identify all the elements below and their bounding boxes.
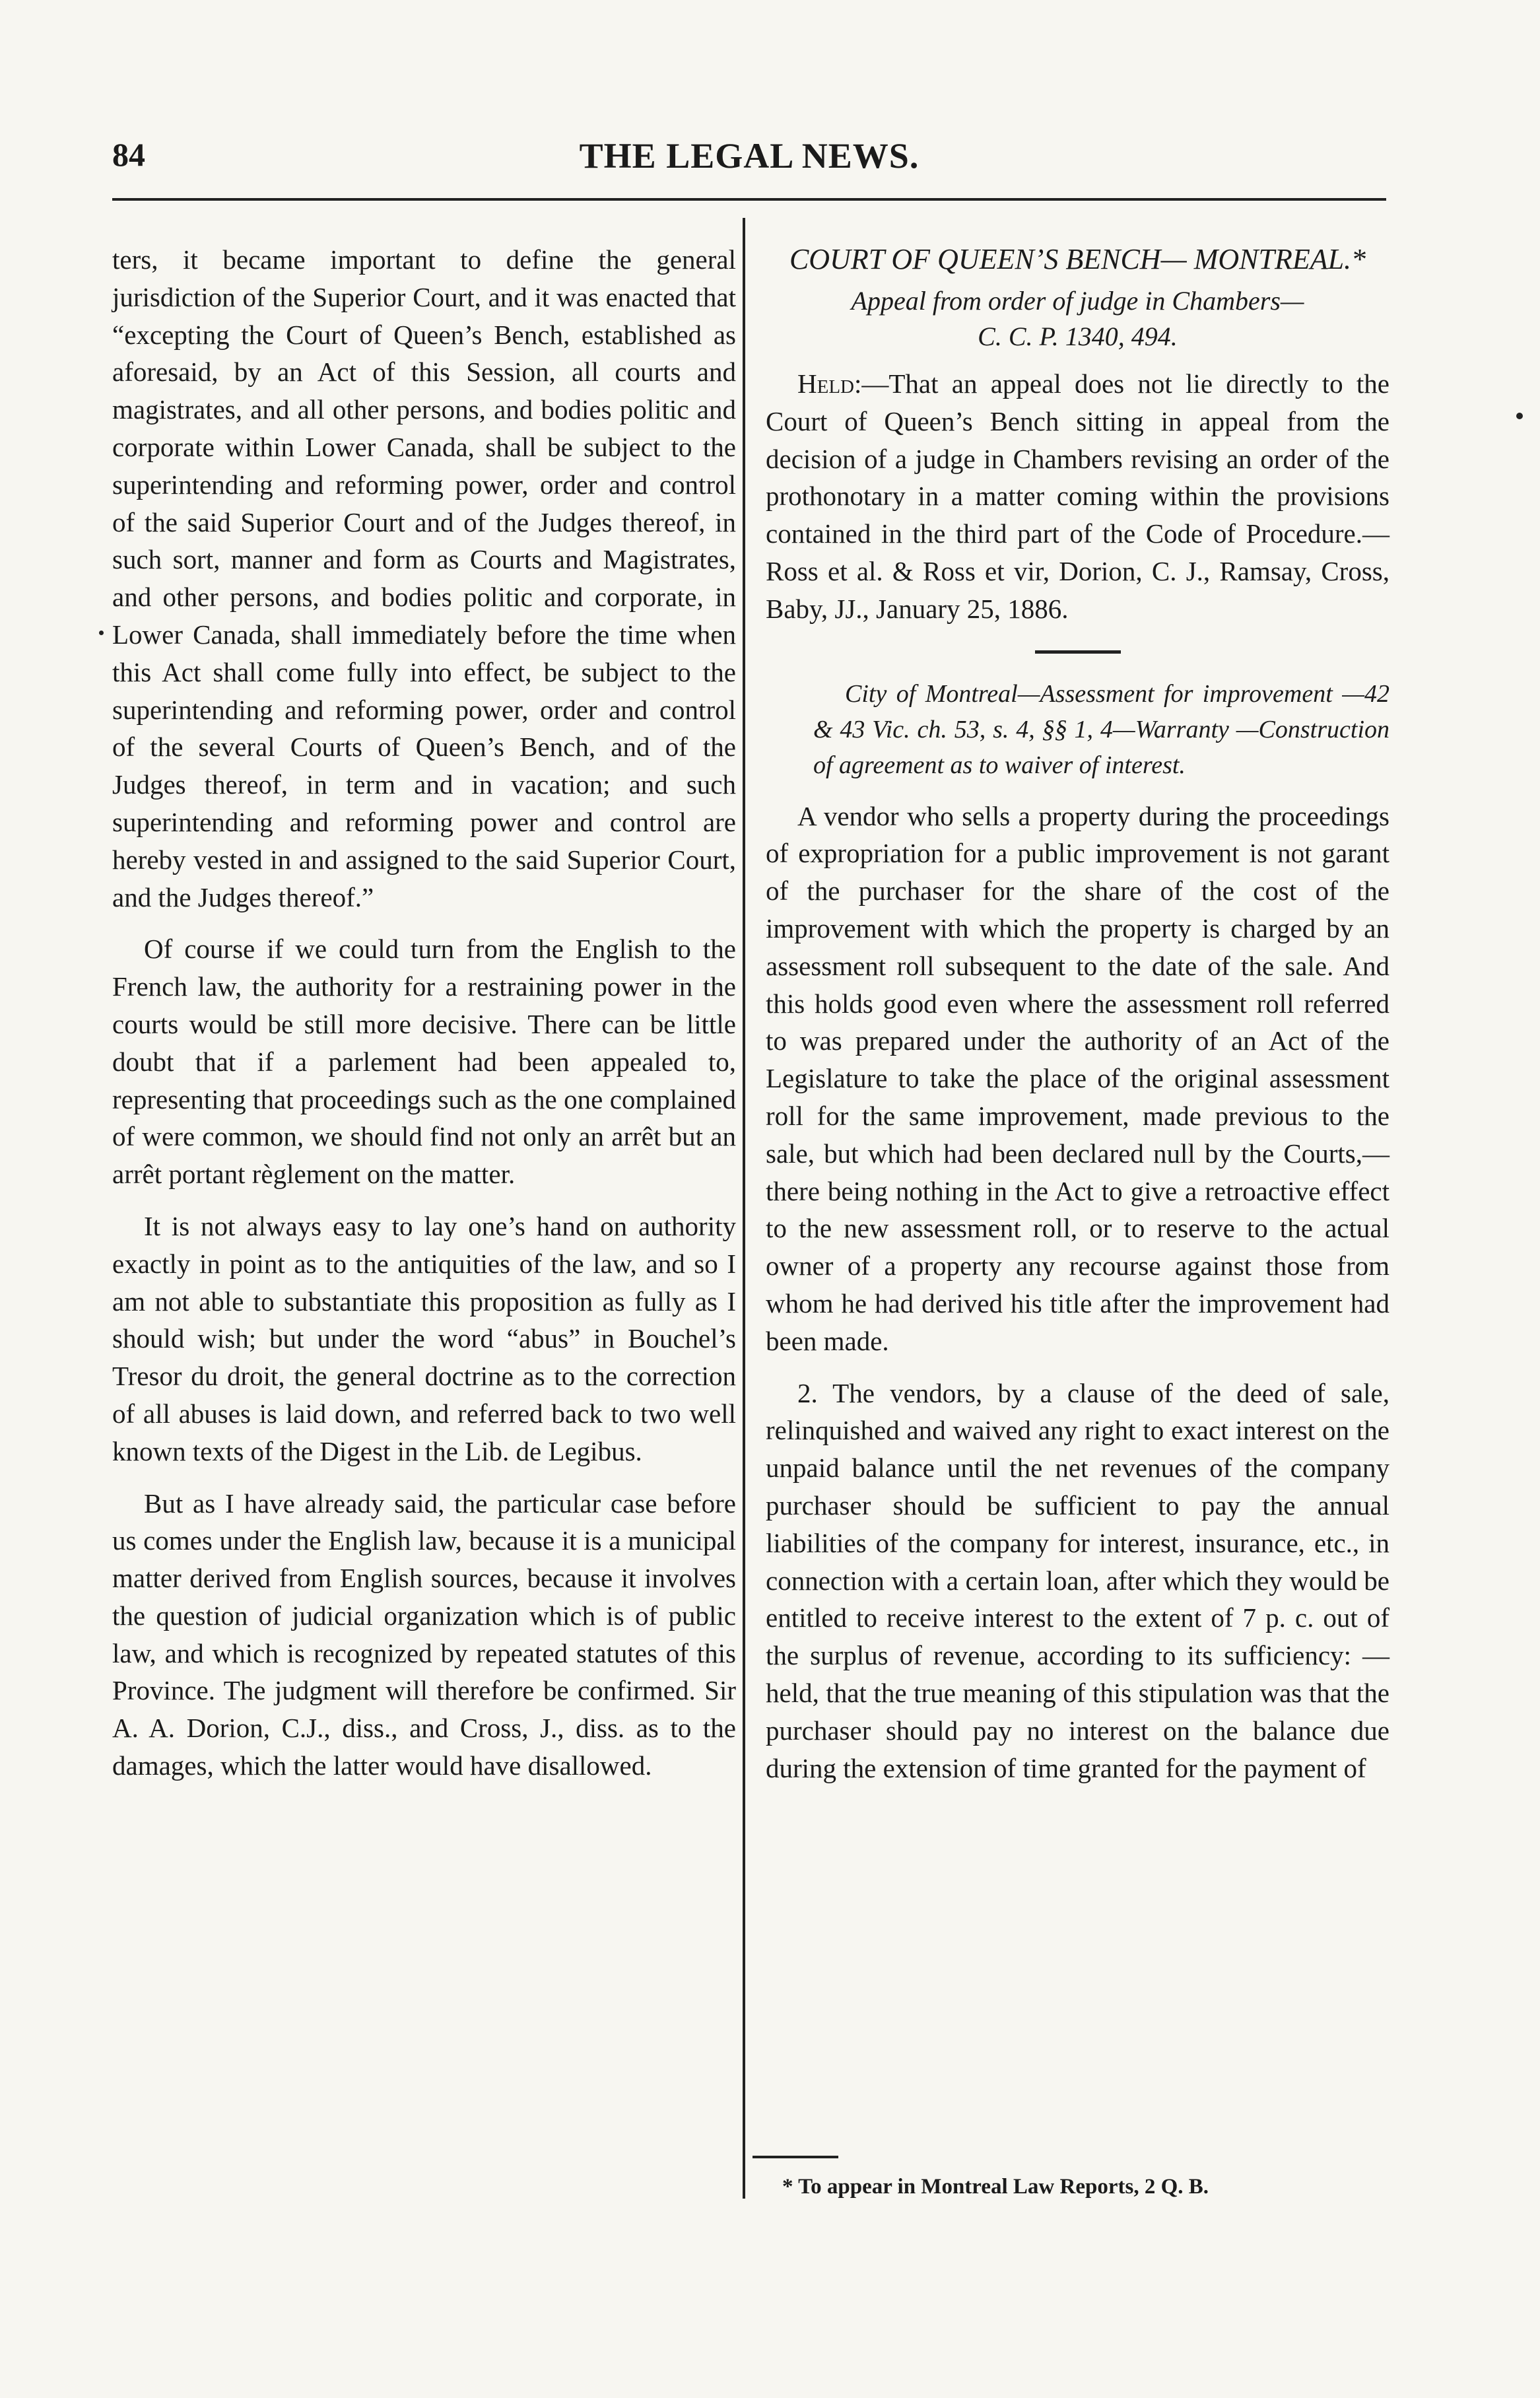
paragraph: It is not always easy to lay one’s hand on authority exactly in point as to the antiquities of the law, and so I am not able to substantiate this proposition as fully as I should wish; but under the word “abus” in Bouchel’s Tresor du droit, the general doctrine as to the correction of all abuses is laid down, and referred back to two well known texts of the Digest in the Lib. de Legibus. [112, 1210, 736, 1466]
case-subtitle-line: Appeal from order of judge in Chambers— [851, 286, 1304, 316]
held-label: Held [797, 368, 854, 399]
held-paragraph [766, 365, 1389, 628]
footnote: * To appear in Montreal Law Reports, 2 Q. B. [782, 2175, 1209, 2199]
paragraph: 2. The vendors, by a clause of the deed of sale, relinquished and waived any right to exact interest on the unpaid balance until the net revenues of the company purchaser should be sufficient to pay the annual liabilities of the company for interest, insurance, etc., in connection with a certain loan, after which they would be entitled to receive interest to the extent of 7 p. c. out of the surplus of revenue, according to its sufficiency: —held, that the true meaning of this stipulation was that the purchaser should pay no interest on the balance due during the extension of time granted for the payment of [766, 1377, 1389, 1783]
paragraph: ters, it became important to define the general jurisdiction of the Superior Court, and it was enacted that “excepting the Court of Queen’s Bench, established as aforesaid, by an Act of this Session, all courts and magistrates, and all other persons, and bodies politic and corporate within Lower Canada, shall be subject to the superintending and reforming power, order and control of the said Superior Court and of the Judges thereof, in such sort, manner and form as Courts and Magistrates, and other persons, and bodies politic and corporate, in Lower Canada, shall immediately before the time when this Act shall come fully into effect, be subject to the superintending and reforming power, order and control of the several Courts of Queen’s Bench, and of the Judges thereof, in term and in vacation; and such superintending and reforming power and control are hereby vested in and assigned to the said Superior Court, and the Judges thereof.” [112, 244, 736, 912]
print-speck [1516, 413, 1523, 419]
case-heading: City of Montreal—Assessment for improvement —42 & 43 Vic. ch. 53, s. 4, §§ 1, 4—Warranty —Construction of agreement as to waiver of interest. [813, 679, 1389, 779]
column-divider [743, 218, 745, 2199]
section-rule [1035, 650, 1121, 654]
paragraph: Of course if we could turn from the English to the French law, the authority for a restraining power in the courts would be still more decisive. There can be little doubt that if a parlement had been appealed to, representing that proceedings such as the one complained of were common, we should find not only an arrêt but an arrêt portant règlement on the matter. [112, 934, 736, 1190]
print-speck [99, 631, 104, 635]
header-rule [112, 198, 1386, 201]
case-subtitle [766, 283, 1389, 355]
running-title: THE LEGAL NEWS. [579, 136, 920, 176]
footnote-rule [753, 2156, 838, 2158]
page-header [112, 135, 1386, 182]
left-column [112, 241, 736, 1785]
page-number: 84 [112, 136, 145, 173]
case-subtitle-line: C. C. P. 1340, 494. [978, 322, 1178, 351]
right-column [766, 241, 1389, 1787]
paragraph: A vendor who sells a property during the proceedings of expropriation for a public improvement is not garant of the purchaser for the share of the cost of the improvement with which the property is charged by an assessment roll subsequent to the date of the sale. And this holds good even where the assessment roll referred to was prepared under the authority of an Act of the Legislature to take the place of the original assessment roll for the same improvement, made previous to the sale, but which had been declared null by the Courts,—there being nothing in the Act to give a retroactive effect to the new assessment roll, or to reserve to the actual owner of a property any recourse against those from whom he had derived his title after the improvement had been made. [766, 800, 1389, 1356]
paragraph: But as I have already said, the particular case before us comes under the English law, because it is a municipal matter derived from English sources, because it involves the question of judicial organization which is of public law, and which is recognized by repeated statutes of this Province. The judgment will therefore be confirmed. Sir A. A. Dorion, C.J., diss., and Cross, J., diss. as to the damages, which the latter would have disallowed. [112, 1488, 736, 1781]
court-title: COURT OF QUEEN’S BENCH— MONTREAL.* [789, 243, 1366, 275]
held-text: :—That an appeal does not lie directly to the Court of Queen’s Bench sitting in appeal from the decision of a judge in Chambers revising an order of the prothonotary in a matter coming within the provisions contained in the third part of the Code of Procedure.—Ross et al. & Ross et vir, Dorion, C. J., Ramsay, Cross, Baby, JJ., January 25, 1886. [766, 368, 1389, 624]
